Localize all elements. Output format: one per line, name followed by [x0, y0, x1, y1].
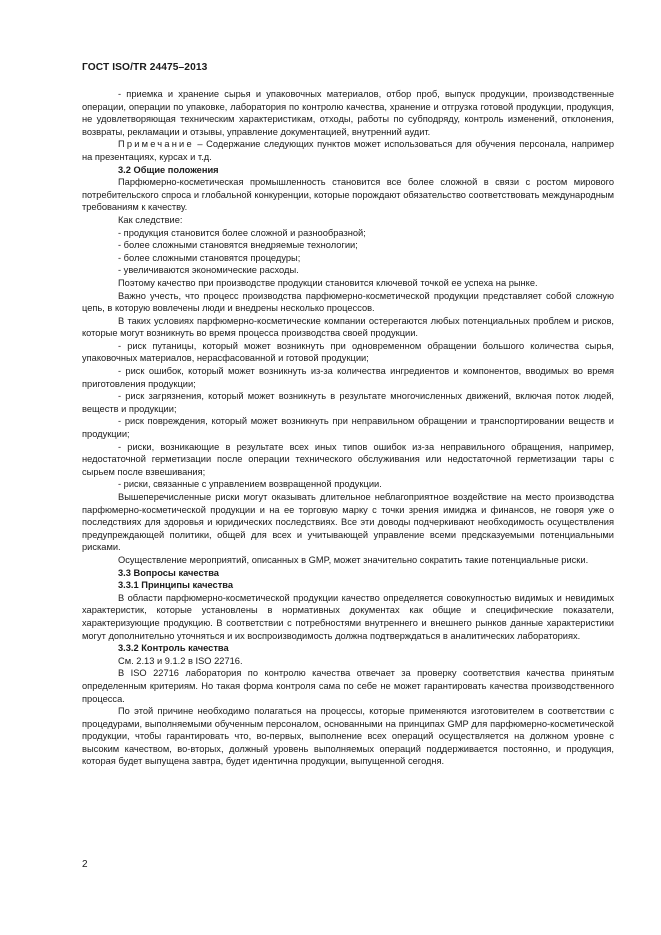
- document-header: ГОСТ ISO/TR 24475–2013: [82, 62, 208, 73]
- paragraph: В таких условиях парфюмерно-косметические компании остерегаются любых потенциальных проблем и рисков, которые могут возникнуть во время процесса производства своей продукции.: [82, 315, 614, 339]
- paragraph: - более сложными становятся процедуры;: [118, 252, 301, 263]
- section-heading: 3.3 Вопросы качества: [118, 567, 219, 578]
- section-heading: 3.3.1 Принципы качества: [118, 580, 234, 591]
- paragraph: - риски, возникающие в результате всех иных типов ошибок из-за неправильного обращения, например, недостаточной герметизации после операции технического обслуживания или недостаточной герметизации тары с сырьем после взвешивания;: [82, 441, 614, 477]
- paragraph: - продукция становится более сложной и разнообразной;: [118, 227, 366, 238]
- paragraph: Поэтому качество при производстве продукции становится ключевой точкой ее успеха на рынке.: [118, 277, 538, 288]
- page-number: 2: [82, 859, 88, 870]
- paragraph: Вышеперечисленные риски могут оказывать длительное неблагоприятное воздействие на место производства парфюмерно-косметической продукции и на ее торговую марку с точки зрения имиджа и финансов, не говоря уже о последствиях для здоровья и юридических последствиях. Все эти доводы подчеркивают необходимость осуществления предупреждающей политики, общей для всех и учитывающей управление всеми предсказуемыми потенциальными рисками.: [82, 492, 614, 553]
- section-heading: 3.2 Общие положения: [118, 164, 219, 175]
- paragraph: В ISO 22716 лаборатория по контролю качества отвечает за проверку соответствия качества принятым определенным критериям. Но такая форма контроля сама по себе не может гарантировать качества производственного процесса.: [82, 668, 614, 704]
- document-body: [82, 88, 614, 768]
- note-text: – Содержание следующих пунктов может использоваться для обучения персонала, например на презентациях, курсах и т.д.: [82, 139, 614, 162]
- paragraph: Парфюмерно-косметическая промышленность становится все более сложной в связи с ростом мирового потребительского спроса и глобальной конкуренции, которые порождают обязательство соответствовать международным требованиям к качеству.: [82, 177, 614, 213]
- paragraph: - увеличиваются экономические расходы.: [118, 265, 299, 276]
- paragraph: См. 2.13 и 9.1.2 в ISO 22716.: [118, 655, 243, 666]
- paragraph: Осуществление мероприятий, описанных в GMP, может значительно сократить такие потенциальные риски.: [118, 554, 589, 565]
- paragraph: - риск ошибок, который может возникнуть из-за количества ингредиентов и компонентов, вводимых во время приготовления продукции;: [82, 366, 614, 389]
- paragraph: - более сложными становятся внедряемые технологии;: [118, 240, 358, 251]
- paragraph: - приемка и хранение сырья и упаковочных материалов, отбор проб, выпуск продукции, производственные операции, операции по упаковке, лаборатория по контролю качества, хранение и отгрузка готовой продукции, продукция, не удовлетворяющая техническим характеристикам, отходы, работы по субподряду, контроль изменений, отклонения, возвраты, рекламации и отзывы, управление документацией, внутренний аудит.: [82, 89, 614, 137]
- paragraph: - риск загрязнения, который может возникнуть в результате многочисленных движений, включая поток людей, веществ и продукции;: [82, 391, 614, 414]
- paragraph: Как следствие:: [118, 214, 183, 225]
- paragraph: В области парфюмерно-косметической продукции качество определяется совокупностью видимых и невидимых характеристик, которые установлены в нормативных документах как общие и специфические показатели, характеризующие продукцию. В соответствии с потребностями внутреннего и внешнего рынков данные характеристики могут дополнительно уточняться и их воспроизводимость должна подтверждаться в аналитических лабораториях.: [82, 592, 614, 641]
- note-paragraph: [82, 138, 614, 163]
- note-label: Примечание: [118, 139, 194, 150]
- section-heading: 3.3.2 Контроль качества: [118, 643, 229, 654]
- paragraph: - риски, связанные с управлением возвращенной продукции.: [118, 479, 382, 490]
- paragraph: По этой причине необходимо полагаться на процессы, которые применяются изготовителем в соответствии с процедурами, выполняемыми обученным персоналом, основанными на принципах GMP для парфюмерно-косметической продукции, чтобы гарантировать что, во-первых, выполнение всех операций осуществляется на должном уровне с высоким качеством, во-вторых, должный уровень выполняемых операций поддерживается постоянно, и продукция, которая будет выпущена завтра, будет идентична продукции, выпущенной сегодня.: [82, 706, 614, 767]
- paragraph: Важно учесть, что процесс производства парфюмерно-косметической продукции представляет собой сложную цепь, в которую вовлечены люди и внедрены несколько процессов.: [82, 290, 614, 314]
- paragraph: - риск путаницы, который может возникнуть при одновременном обращении большого количества сырья, упаковочных материалов, нерасфасованной и готовой продукции;: [82, 340, 614, 364]
- paragraph: - риск повреждения, который может возникнуть при неправильном обращении и транспортировании веществ и продукции;: [82, 416, 614, 440]
